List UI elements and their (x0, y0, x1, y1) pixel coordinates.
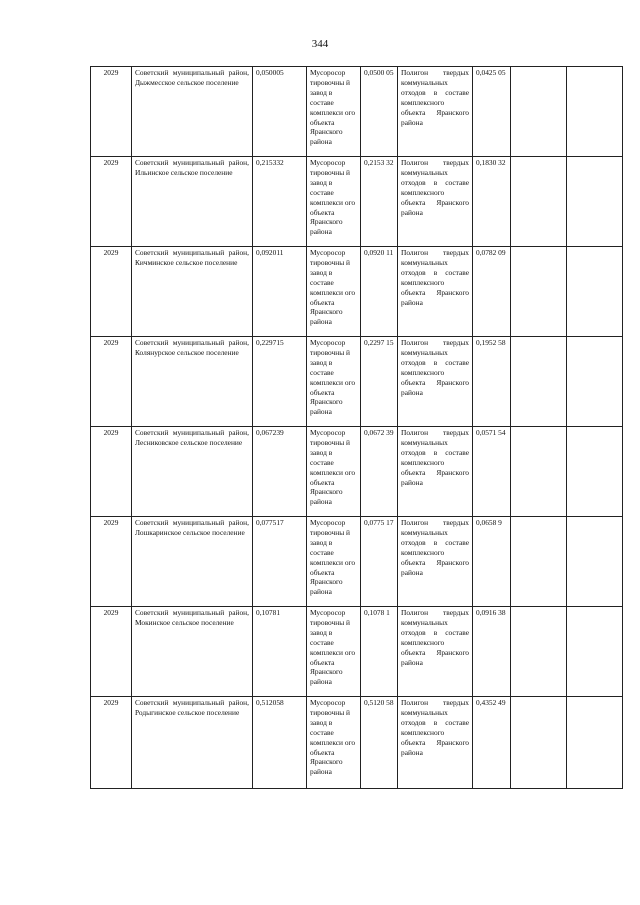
year-cell: 2029 (91, 157, 132, 247)
landfill-value-cell: 0,4352 49 (473, 697, 511, 789)
year-cell: 2029 (91, 697, 132, 789)
mass-value-cell: 0,229715 (253, 337, 307, 427)
landfill-cell: Полигон твердых коммунальных отходов в составе комплексного объекта Яранского района (398, 67, 473, 157)
mass-value-cell: 0,215332 (253, 157, 307, 247)
sorted-value-cell: 0,1078 1 (361, 607, 398, 697)
sorted-value-cell: 0,0775 17 (361, 517, 398, 607)
landfill-value-cell: 0,0782 09 (473, 247, 511, 337)
mass-value-cell: 0,10781 (253, 607, 307, 697)
year-cell: 2029 (91, 517, 132, 607)
empty-cell (567, 427, 623, 517)
sorting-facility-cell: Мусоросор тировочны й завод в составе комплекси ого объекта Яранского района (307, 607, 361, 697)
sorted-value-cell: 0,2297 15 (361, 337, 398, 427)
sorted-value-cell: 0,0920 11 (361, 247, 398, 337)
empty-cell (567, 517, 623, 607)
settlement-cell: Советский муниципальный район, Лошкаринское сельское поселение (132, 517, 253, 607)
settlement-cell: Советский муниципальный район, Ильинское сельское поселение (132, 157, 253, 247)
settlement-cell: Советский муниципальный район, Дыжмесское сельское поселение (132, 67, 253, 157)
landfill-cell: Полигон твердых коммунальных отходов в составе комплексного объекта Яранского района (398, 157, 473, 247)
settlement-cell: Советский муниципальный район, Родыгинское сельское поселение (132, 697, 253, 789)
mass-value-cell: 0,512058 (253, 697, 307, 789)
landfill-value-cell: 0,0425 05 (473, 67, 511, 157)
empty-cell (511, 697, 567, 789)
mass-value-cell: 0,092011 (253, 247, 307, 337)
waste-flow-table (90, 66, 623, 789)
sorting-facility-cell: Мусоросор тировочны й завод в составе комплекси ого объекта Яранского района (307, 517, 361, 607)
empty-cell (567, 697, 623, 789)
mass-value-cell: 0,077517 (253, 517, 307, 607)
landfill-cell: Полигон твердых коммунальных отходов в составе комплексного объекта Яранского района (398, 517, 473, 607)
settlement-cell: Советский муниципальный район, Лесниковское сельское поселение (132, 427, 253, 517)
year-cell: 2029 (91, 247, 132, 337)
table-row (91, 67, 623, 157)
sorting-facility-cell: Мусоросор тировочны й завод в составе комплекси ого объекта Яранского района (307, 427, 361, 517)
table-row (91, 517, 623, 607)
landfill-value-cell: 0,0916 38 (473, 607, 511, 697)
mass-value-cell: 0,050005 (253, 67, 307, 157)
table-body (91, 67, 623, 789)
page-number: 344 (311, 38, 329, 50)
empty-cell (511, 157, 567, 247)
empty-cell (567, 337, 623, 427)
empty-cell (511, 67, 567, 157)
landfill-cell: Полигон твердых коммунальных отходов в составе комплексного объекта Яранского района (398, 427, 473, 517)
empty-cell (567, 607, 623, 697)
table-row (91, 427, 623, 517)
empty-cell (567, 157, 623, 247)
sorted-value-cell: 0,5120 58 (361, 697, 398, 789)
year-cell: 2029 (91, 427, 132, 517)
settlement-cell: Советский муниципальный район, Мокинское сельское поселение (132, 607, 253, 697)
table-row (91, 697, 623, 789)
sorting-facility-cell: Мусоросор тировочны й завод в составе комплекси ого объекта Яранского района (307, 157, 361, 247)
table-row (91, 157, 623, 247)
table-row (91, 607, 623, 697)
sorted-value-cell: 0,0500 05 (361, 67, 398, 157)
landfill-value-cell: 0,1830 32 (473, 157, 511, 247)
empty-cell (511, 517, 567, 607)
settlement-cell: Советский муниципальный район, Кичминское сельское поселение (132, 247, 253, 337)
empty-cell (511, 337, 567, 427)
table-row (91, 337, 623, 427)
empty-cell (511, 247, 567, 337)
landfill-value-cell: 0,0571 54 (473, 427, 511, 517)
landfill-value-cell: 0,0658 9 (473, 517, 511, 607)
year-cell: 2029 (91, 337, 132, 427)
settlement-cell: Советский муниципальный район, Колянурское сельское поселение (132, 337, 253, 427)
landfill-value-cell: 0,1952 58 (473, 337, 511, 427)
sorting-facility-cell: Мусоросор тировочны й завод в составе комплекси ого объекта Яранского района (307, 697, 361, 789)
landfill-cell: Полигон твердых коммунальных отходов в составе комплексного объекта Яранского района (398, 337, 473, 427)
empty-cell (567, 67, 623, 157)
sorting-facility-cell: Мусоросор тировочны й завод в составе комплекси ого объекта Яранского района (307, 337, 361, 427)
empty-cell (511, 607, 567, 697)
empty-cell (511, 427, 567, 517)
year-cell: 2029 (91, 607, 132, 697)
empty-cell (567, 247, 623, 337)
sorted-value-cell: 0,0672 39 (361, 427, 398, 517)
table-row (91, 247, 623, 337)
landfill-cell: Полигон твердых коммунальных отходов в составе комплексного объекта Яранского района (398, 247, 473, 337)
sorting-facility-cell: Мусоросор тировочны й завод в составе комплекси ого объекта Яранского района (307, 247, 361, 337)
landfill-cell: Полигон твердых коммунальных отходов в составе комплексного объекта Яранского района (398, 607, 473, 697)
sorted-value-cell: 0,2153 32 (361, 157, 398, 247)
landfill-cell: Полигон твердых коммунальных отходов в составе комплексного объекта Яранского района (398, 697, 473, 789)
sorting-facility-cell: Мусоросор тировочны й завод в составе комплекси ого объекта Яранского района (307, 67, 361, 157)
mass-value-cell: 0,067239 (253, 427, 307, 517)
year-cell: 2029 (91, 67, 132, 157)
